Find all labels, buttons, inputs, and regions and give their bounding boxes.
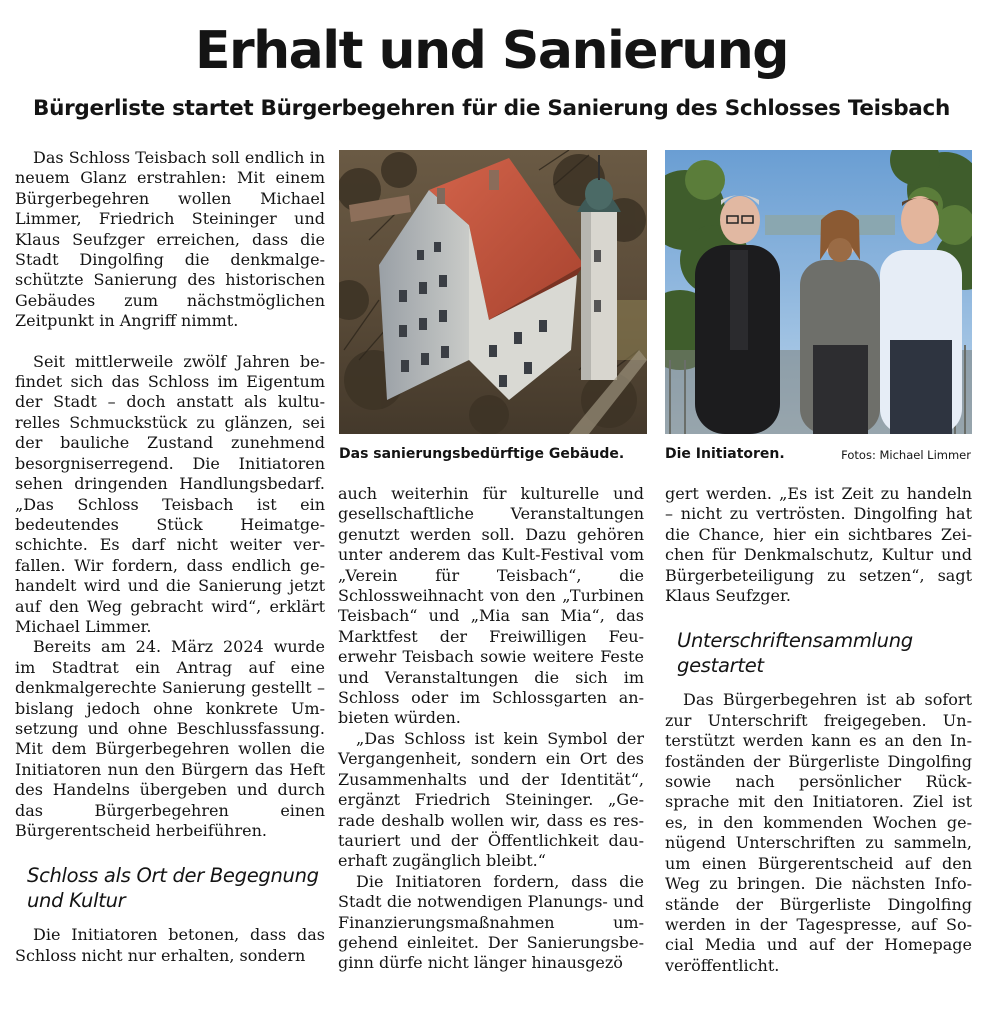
paragraph: Die Initiatoren betonen, dass das Schloss nicht nur erhalten, sondern — [15, 925, 325, 965]
castle-aerial-photo — [339, 150, 647, 434]
initiators-photo — [665, 150, 972, 434]
section-heading-kultur: Schloss als Ort der Begegnung und Kultur — [27, 864, 319, 913]
photo-caption-initiators: Die Initiatoren. — [665, 446, 785, 462]
paragraph: auch weiterhin für kulturelle und gesellschaftliche Veranstaltungen genutzt werden soll. Dazu gehören unter anderem das Kult-Festival vom „Verein für Teisbach“, die Schlossweihnacht von den „Turbinen Teisbach“ und „Mia san Mia“, das Marktfest der Freiwilligen Feuerwehr Teisbach sowie weitere Feste und Veranstaltungen die sich im Schloss oder im Schlossgarten anbieten würden. — [338, 484, 644, 728]
article-column-2 — [338, 484, 644, 974]
headline: Erhalt und Sanierung — [195, 21, 788, 81]
photo-caption-building: Das sanierungsbedürftige Gebäude. — [339, 446, 625, 462]
section-heading-unterschriften: Unterschriftensammlung gestartet — [677, 629, 913, 678]
paragraph: Seit mittlerweile zwölf Jahren befindet sich das Schloss im Eigentum der Stadt – doch anstatt als kulturelles Schmuckstück zu glänzen, sei der bauliche Zustand zunehmend besorgniserregend. Die Initiatoren sehen dringenden Handlungsbedarf. „Das Schloss Teisbach ist ein bedeutendes Stück Heimatgeschichte. Es darf nicht weiter verfallen. Wir fordern, dass endlich gehandelt wird und die Sanierung jetzt auf den Weg gebracht wird“, erklärt Michael Limmer. — [15, 351, 325, 636]
paragraph: Das Bürgerbegehren ist ab sofort zur Unterschrift freigegeben. Unterstützt werden kann es an den Infoständen der Bürgerliste Dingolfing sowie nach persönlicher Rücksprache mit den Initiatoren. Ziel ist es, in den kommenden Wochen genügend Unterschriften zu sammeln, um einen Bürgerentscheid auf den Weg zu bringen. Die nächsten Infostände der Bürgerliste Dingolfing werden in der Tagespresse, auf Social Media und auf der Homepage veröffentlicht. — [665, 690, 972, 975]
paragraph: gert werden. „Es ist Zeit zu handeln – nicht zu vertrösten. Dingolfing hat die Chance, hier ein sichtbares Zeichen für Denkmalschutz, Kultur und Bürgerbeteiligung zu setzen“, sagt Klaus Seufzger. — [665, 484, 972, 606]
article-column-1 — [15, 148, 325, 966]
paragraph: Das Schloss Teisbach soll endlich in neuem Glanz erstrahlen: Mit einem Bürgerbegehren wollen Michael Limmer, Friedrich Steininger und Klaus Seufzger erreichen, dass die Stadt Dingolfing die denkmalgeschützte Sanierung des historischen Gebäudes zum nächstmöglichen Zeitpunkt in Angriff nimmt. — [15, 148, 325, 331]
article-column-3 — [665, 484, 972, 976]
paragraph: Bereits am 24. März 2024 wurde im Stadtrat ein Antrag auf eine denkmalgerechte Sanierung gestellt – bislang jedoch ohne konkrete Umsetzung und ohne Beschlussfassung. Mit dem Bürgerbegehren wollen die Initiatoren nun den Bürgern das Heft des Handelns übergeben und durch das Bürgerbegehren einen Bürgerentscheid herbeiführen. — [15, 637, 325, 840]
paragraph: Die Initiatoren fordern, dass die Stadt die notwendigen Planungs- und Finanzierungsmaßnahmen umgehend einleitet. Der Sanierungsbeginn dürfe nicht länger hinausgezö — [338, 871, 644, 973]
paragraph: „Das Schloss ist kein Symbol der Vergangenheit, sondern ein Ort des Zusammenhalts und der Identität“, ergänzt Friedrich Steininger. „Gerade deshalb wollen wir, dass es restauriert und der Öffentlichkeit dauerhaft zugänglich bleibt.“ — [338, 728, 644, 871]
photo-credit: Fotos: Michael Limmer — [841, 448, 971, 462]
subheadline: Bürgerliste startet Bürgerbegehren für die Sanierung des Schlosses Teisbach — [33, 96, 950, 121]
